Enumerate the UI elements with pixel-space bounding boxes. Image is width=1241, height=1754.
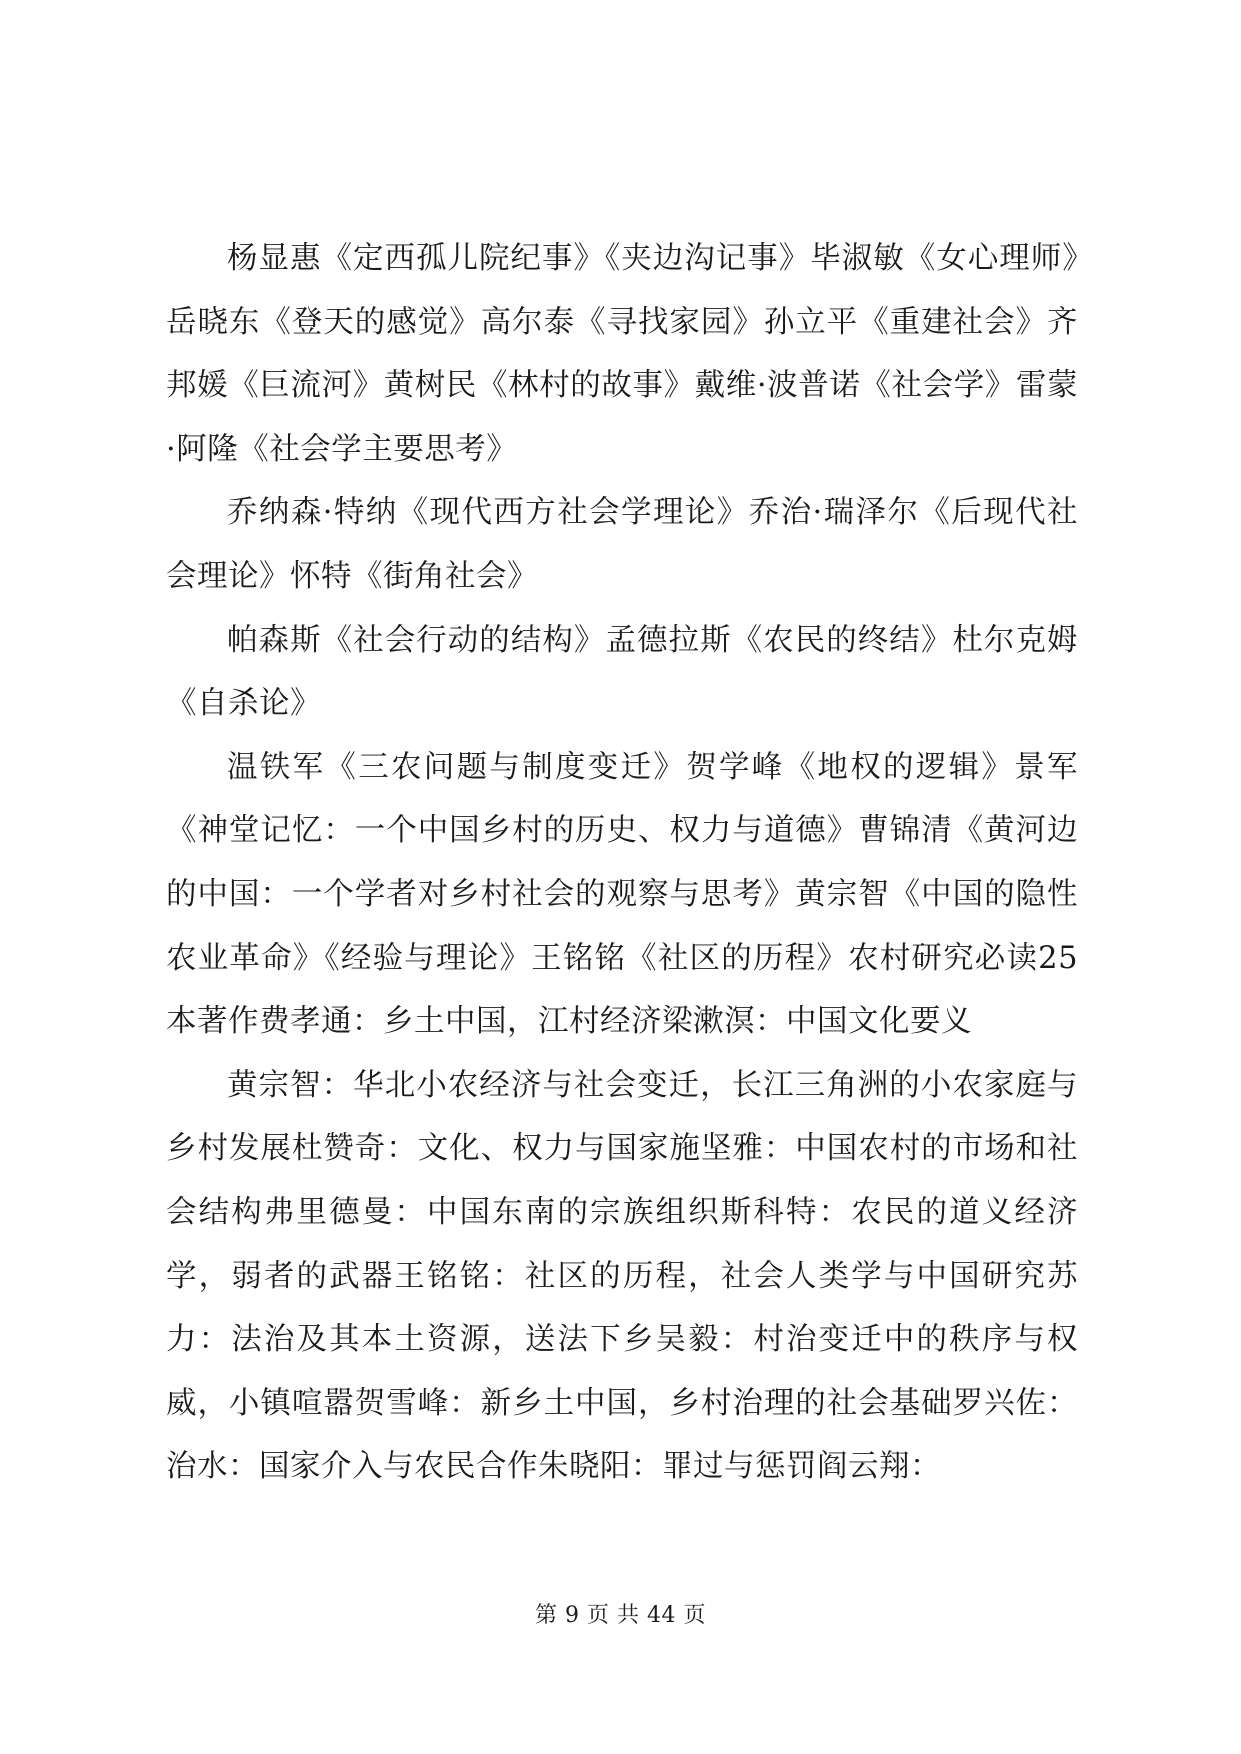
- paragraph: 黄宗智：华北小农经济与社会变迁，长江三角洲的小农家庭与乡村发展杜赞奇：文化、权力与国家施坚雅：中国农村的市场和社会结构弗里德曼：中国东南的宗族组织斯科特：农民的道义经济学，弱者的武器王铭铭：社区的历程，社会人类学与中国研究苏力：法治及其本土资源，送法下乡吴毅：村治变迁中的秩序与权威，小镇喧嚣贺雪峰：新乡土中国，乡村治理的社会基础罗兴佐：治水：国家介入与农民合作朱晓阳：罪过与惩罚阎云翔：: [166, 1067, 1078, 1485]
- paragraph: 杨显惠《定西孤儿院纪事》《夹边沟记事》毕淑敏《女心理师》岳晓东《登天的感觉》高尔泰《寻找家园》孙立平《重建社会》齐邦媛《巨流河》黄树民《林村的故事》戴维·波普诺《社会学》雷蒙·阿隆《社会学主要思考》: [166, 241, 1078, 467]
- body-text: [166, 227, 1078, 1499]
- page-number-footer: 第 9 页 共 44 页: [535, 1603, 706, 1628]
- paragraph: 乔纳森·特纳《现代西方社会学理论》乔治·瑞泽尔《后现代社会理论》怀特《街角社会》: [166, 495, 1078, 594]
- paragraph: 帕森斯《社会行动的结构》孟德拉斯《农民的终结》杜尔克姆《自杀论》: [166, 622, 1078, 722]
- paragraph: 温铁军《三农问题与制度变迁》贺学峰《地权的逻辑》景军《神堂记忆：一个中国乡村的历史、权力与道德》曹锦清《黄河边的中国：一个学者对乡村社会的观察与思考》黄宗智《中国的隐性农业革命》《经验与理论》王铭铭《社区的历程》农村研究必读25本著作费孝通：乡土中国，江村经济梁漱溟：中国文化要义: [166, 749, 1078, 1040]
